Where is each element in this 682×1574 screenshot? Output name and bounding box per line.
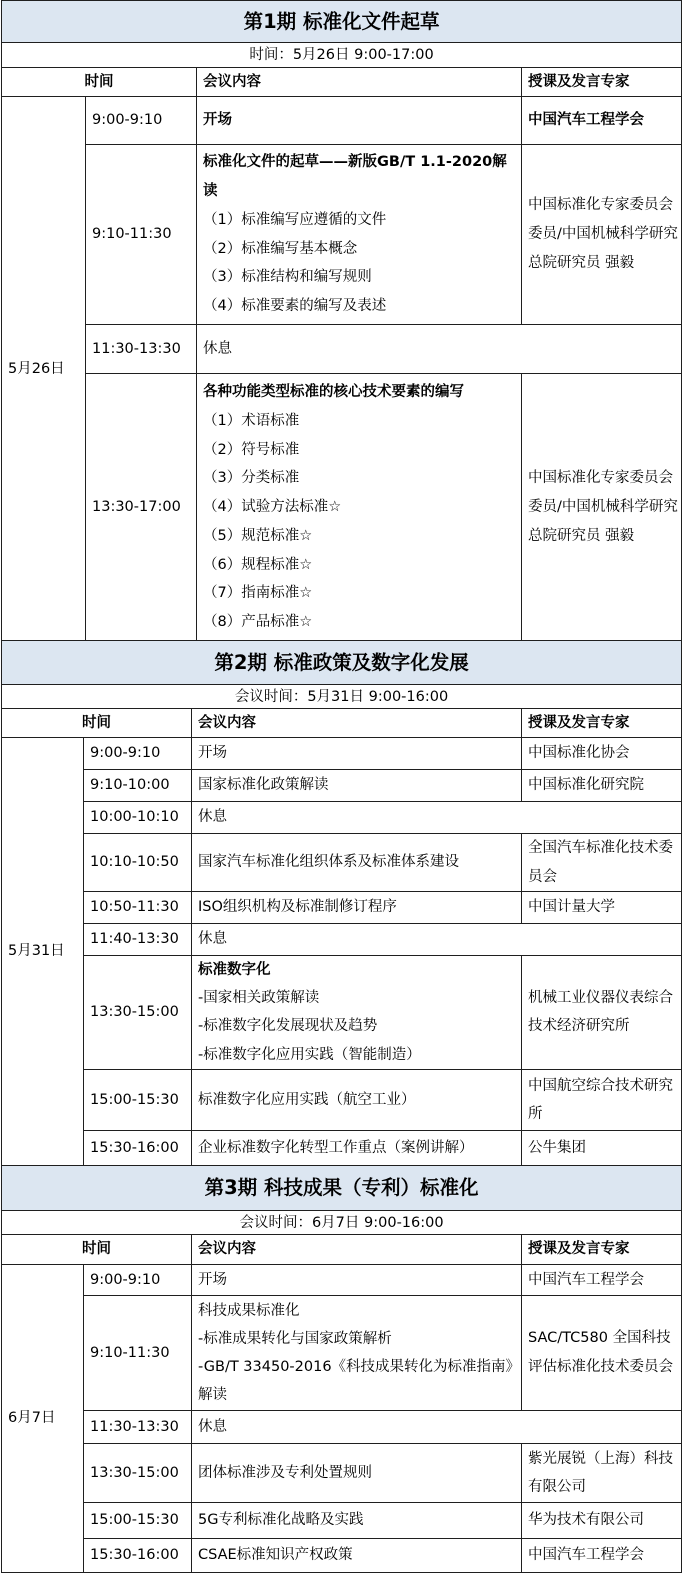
header-time: 时间 bbox=[2, 1235, 192, 1265]
list-item: （3）分类标准 bbox=[203, 470, 300, 487]
time-cell: 9:10-11:30 bbox=[86, 145, 197, 325]
content-cell: 国家标准化政策解读 bbox=[192, 770, 522, 802]
table-row bbox=[2, 956, 682, 1070]
table-row bbox=[2, 145, 682, 325]
list-item: -标准数字化发展现状及趋势 bbox=[198, 1018, 378, 1035]
list-item: -标准成果转化与国家政策解析 bbox=[198, 1330, 392, 1347]
content-title: 标准化文件的起草——新版GB/T 1.1-2020解读 bbox=[203, 154, 507, 200]
expert-cell: 中国标准化研究院 bbox=[522, 770, 682, 802]
content-cell bbox=[192, 956, 522, 1070]
expert-cell: 华为技术有限公司 bbox=[522, 1503, 682, 1539]
date-cell: 5月31日 bbox=[2, 738, 84, 1166]
content-cell: 企业标准数字化转型工作重点（案例讲解） bbox=[192, 1130, 522, 1165]
time-cell: 13:30-15:00 bbox=[84, 1444, 192, 1503]
session-title: 第3期 科技成果（专利）标准化 bbox=[204, 1176, 479, 1199]
table-row bbox=[2, 1296, 682, 1411]
session-title: 第2期 标准政策及数字化发展 bbox=[214, 650, 469, 674]
time-cell: 13:30-15:00 bbox=[84, 956, 192, 1070]
header-content: 会议内容 bbox=[197, 68, 522, 97]
time-cell: 10:00-10:10 bbox=[84, 802, 192, 834]
expert-cell: 中国汽车工程学会 bbox=[522, 1265, 682, 1296]
content-cell: ISO组织机构及标准制修订程序 bbox=[192, 892, 522, 924]
header-time: 时间 bbox=[2, 709, 192, 738]
expert-cell: 中国标准化专家委员会委员/中国机械科学研究总院研究员 强毅 bbox=[522, 145, 682, 325]
content-cell: 开场 bbox=[192, 1265, 522, 1296]
header-content: 会议内容 bbox=[192, 1235, 522, 1265]
list-item: （1）术语标准 bbox=[203, 413, 300, 430]
header-expert: 授课及发言专家 bbox=[522, 709, 682, 738]
expert-cell: 全国汽车标准化技术委员会 bbox=[522, 834, 682, 892]
content-cell: CSAE标准知识产权政策 bbox=[192, 1539, 522, 1573]
content-cell: 休息 bbox=[192, 802, 682, 834]
list-item: （2）符号标准 bbox=[203, 441, 300, 458]
session-2-title-band bbox=[2, 641, 682, 685]
expert-cell: 紫光展锐（上海）科技有限公司 bbox=[522, 1444, 682, 1503]
list-item: 科技成果标准化 bbox=[198, 1302, 300, 1319]
content-cell: 5G专利标准化战略及实践 bbox=[192, 1503, 522, 1539]
list-item: -国家相关政策解读 bbox=[198, 990, 320, 1007]
table-row bbox=[2, 802, 682, 834]
expert-cell: 中国汽车工程学会 bbox=[522, 1539, 682, 1573]
session-3-table bbox=[1, 1165, 682, 1573]
list-item: （7）指南标准☆ bbox=[203, 585, 313, 602]
header-expert: 授课及发言专家 bbox=[522, 1235, 682, 1265]
date-cell: 5月26日 bbox=[2, 97, 86, 642]
time-cell: 11:40-13:30 bbox=[84, 924, 192, 956]
expert-cell: 中国标准化协会 bbox=[522, 738, 682, 770]
session-1-table bbox=[1, 0, 682, 642]
list-item: -GB/T 33450-2016《科技成果转化为标准指南》解读 bbox=[198, 1359, 521, 1404]
list-item: -标准数字化应用实践（智能制造） bbox=[198, 1046, 421, 1063]
table-row bbox=[2, 1539, 682, 1573]
header-content: 会议内容 bbox=[192, 709, 522, 738]
content-title: 标准数字化 bbox=[198, 962, 271, 979]
list-item: （4）试验方法标准☆ bbox=[203, 499, 342, 516]
content-cell: 休息 bbox=[192, 924, 682, 956]
content-cell: 标准数字化应用实践（航空工业） bbox=[192, 1069, 522, 1130]
content-cell: 团体标准涉及专利处置规则 bbox=[192, 1444, 522, 1503]
content-title: 各种功能类型标准的核心技术要素的编写 bbox=[203, 384, 464, 401]
header-expert: 授课及发言专家 bbox=[522, 68, 682, 97]
time-cell: 9:00-9:10 bbox=[84, 1265, 192, 1296]
content-cell bbox=[197, 374, 522, 642]
table-row bbox=[2, 1265, 682, 1296]
list-item: （1）标准编写应遵循的文件 bbox=[203, 211, 387, 228]
expert-cell: 公牛集团 bbox=[522, 1130, 682, 1165]
list-item: （6）规程标准☆ bbox=[203, 556, 313, 573]
date-cell: 6月7日 bbox=[2, 1265, 84, 1573]
table-row bbox=[2, 1411, 682, 1444]
table-row bbox=[2, 1444, 682, 1503]
session-2-table bbox=[1, 640, 682, 1166]
content-cell: 开场 bbox=[192, 738, 522, 770]
time-cell: 15:00-15:30 bbox=[84, 1069, 192, 1130]
table-row bbox=[2, 1503, 682, 1539]
header-time: 时间 bbox=[2, 68, 197, 97]
session-3-title-band bbox=[2, 1166, 682, 1211]
time-cell: 10:50-11:30 bbox=[84, 892, 192, 924]
session-1-title-band bbox=[2, 1, 682, 43]
content-cell: 休息 bbox=[192, 1411, 682, 1444]
time-cell: 9:00-9:10 bbox=[86, 97, 197, 145]
time-cell: 15:30-16:00 bbox=[84, 1539, 192, 1573]
content-cell bbox=[192, 1296, 522, 1411]
table-row bbox=[2, 325, 682, 374]
content-cell: 休息 bbox=[197, 325, 682, 374]
expert-cell: 中国汽车工程学会 bbox=[522, 97, 682, 145]
time-cell: 9:00-9:10 bbox=[84, 738, 192, 770]
expert-cell: 中国标准化专家委员会委员/中国机械科学研究总院研究员 强毅 bbox=[522, 374, 682, 642]
table-row bbox=[2, 834, 682, 892]
time-cell: 15:00-15:30 bbox=[84, 1503, 192, 1539]
list-item: （8）产品标准☆ bbox=[203, 613, 313, 630]
time-cell: 15:30-16:00 bbox=[84, 1130, 192, 1165]
table-row bbox=[2, 97, 682, 145]
content-cell bbox=[197, 145, 522, 325]
table-row bbox=[2, 892, 682, 924]
table-row bbox=[2, 1069, 682, 1130]
content-cell: 国家汽车标准化组织体系及标准体系建设 bbox=[192, 834, 522, 892]
content-cell: 开场 bbox=[197, 97, 522, 145]
list-item: （2）标准编写基本概念 bbox=[203, 240, 358, 257]
table-row bbox=[2, 738, 682, 770]
list-item: （4）标准要素的编写及表述 bbox=[203, 297, 387, 314]
table-row bbox=[2, 374, 682, 642]
expert-cell: 机械工业仪器仪表综合技术经济研究所 bbox=[522, 956, 682, 1070]
table-row bbox=[2, 1130, 682, 1165]
time-cell: 11:30-13:30 bbox=[84, 1411, 192, 1444]
time-cell: 9:10-11:30 bbox=[84, 1296, 192, 1411]
session-title: 第1期 标准化文件起草 bbox=[243, 9, 440, 33]
session-2-subtitle: 会议时间：5月31日 9:00-16:00 bbox=[2, 685, 682, 709]
list-item: （5）规范标准☆ bbox=[203, 527, 313, 544]
table-row bbox=[2, 770, 682, 802]
list-item: （3）标准结构和编写规则 bbox=[203, 269, 372, 286]
time-cell: 10:10-10:50 bbox=[84, 834, 192, 892]
expert-cell: 中国计量大学 bbox=[522, 892, 682, 924]
table-row bbox=[2, 924, 682, 956]
session-3-subtitle: 会议时间：6月7日 9:00-16:00 bbox=[2, 1211, 682, 1235]
session-1-subtitle: 时间：5月26日 9:00-17:00 bbox=[2, 43, 682, 68]
time-cell: 11:30-13:30 bbox=[86, 325, 197, 374]
expert-cell: 中国航空综合技术研究所 bbox=[522, 1069, 682, 1130]
time-cell: 9:10-10:00 bbox=[84, 770, 192, 802]
expert-cell: SAC/TC580 全国科技评估标准化技术委员会 bbox=[522, 1296, 682, 1411]
time-cell: 13:30-17:00 bbox=[86, 374, 197, 642]
